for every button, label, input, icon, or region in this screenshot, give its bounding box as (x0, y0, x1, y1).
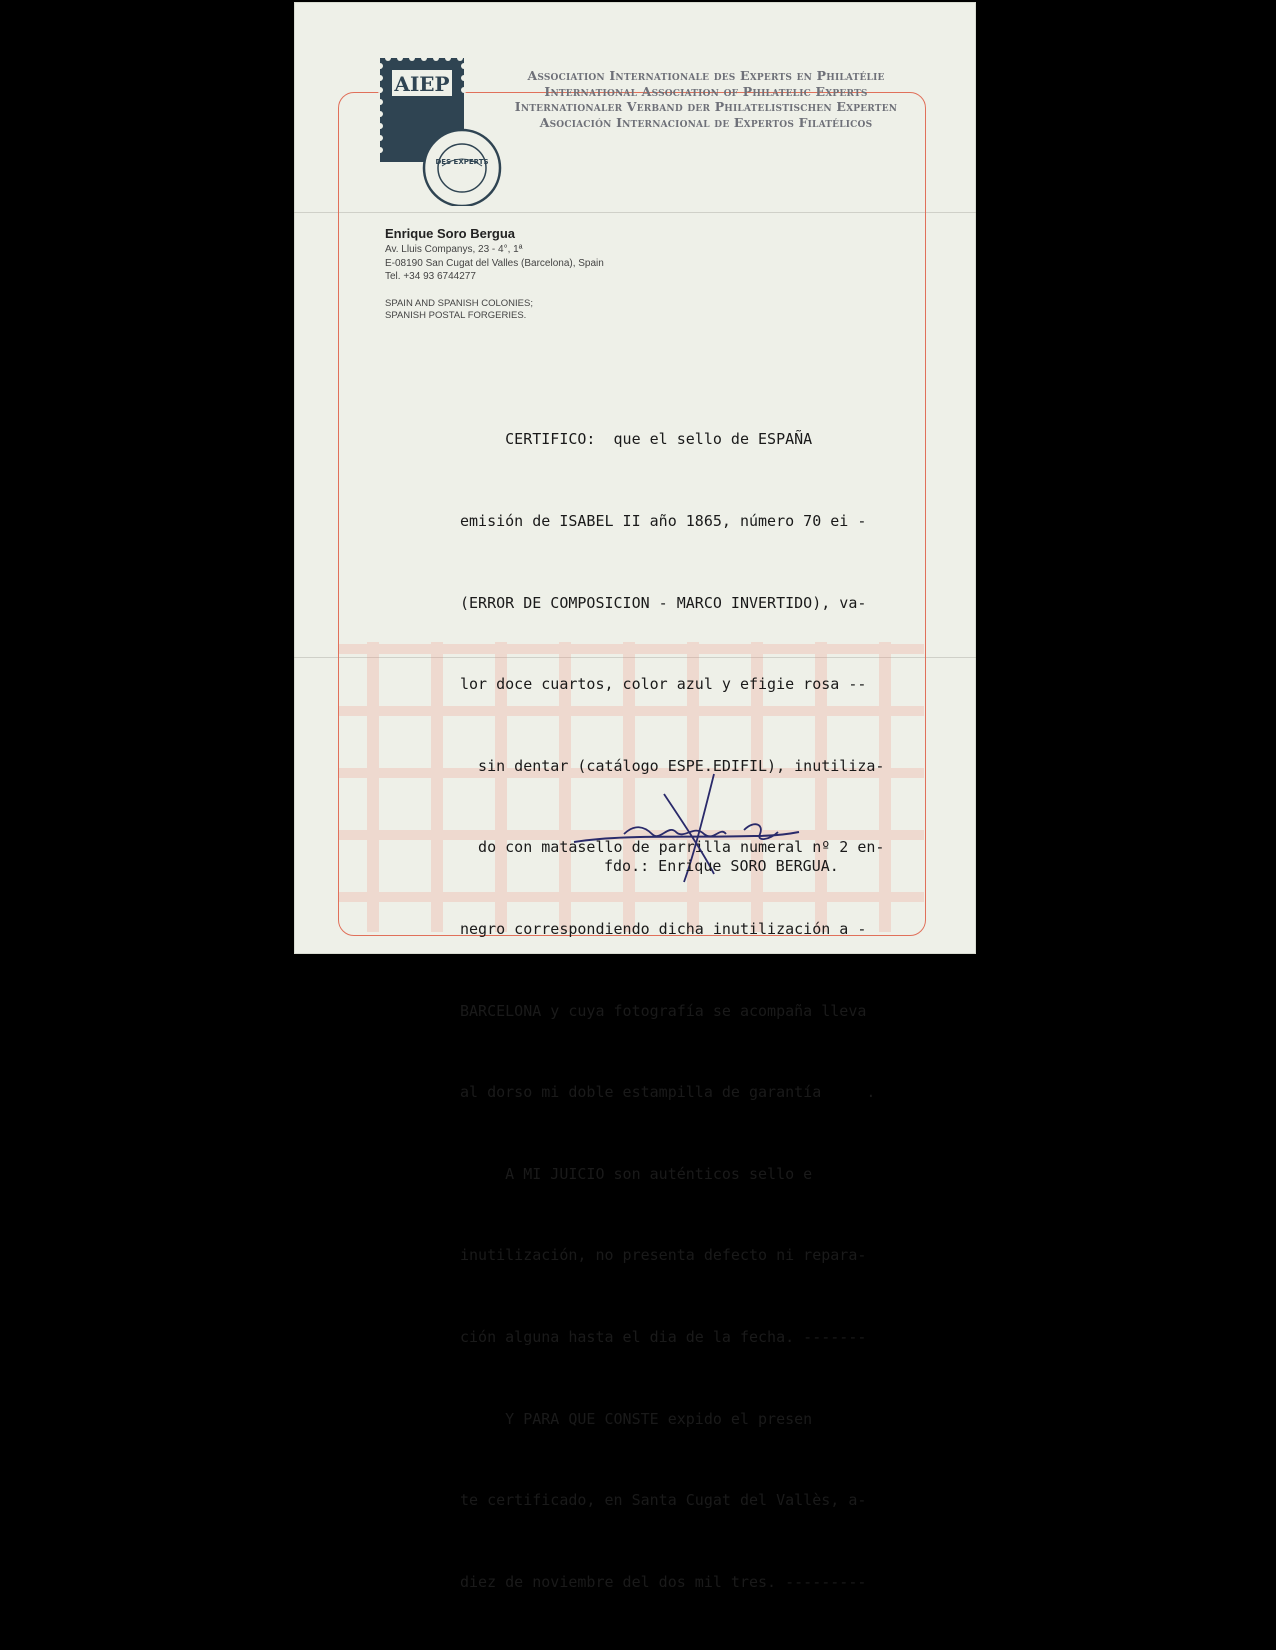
specialty-line: SPAIN AND SPANISH COLONIES; (385, 298, 533, 309)
association-name-de: Internationaler Verband der Philatelistischen Experten (514, 99, 898, 114)
certificate-line: emisión de ISABEL II año 1865, número 70 ei - (460, 512, 867, 530)
certificate-line: BARCELONA y cuya fotografía se acompaña lleva (460, 1001, 867, 1020)
certificate-line: A MI JUICIO son auténticos sello e (460, 1164, 813, 1183)
certificate-line: CERTIFICO: que el sello de ESPAÑA (460, 430, 813, 449)
sender-specialty (385, 298, 533, 322)
sender-phone: Tel. +34 93 6744277 (385, 271, 476, 282)
specialty-line: SPANISH POSTAL FORGERIES. (385, 310, 527, 321)
association-name-fr: Association Internationale des Experts en Philatélie (527, 68, 885, 83)
association-name-en: International Association of Philatelic Experts (544, 83, 868, 99)
certificate-text (460, 372, 892, 1650)
certificate-line: lor doce cuartos, color azul y efigie rosa -- (460, 675, 867, 694)
svg-text:DES EXPERTS: DES EXPERTS (435, 158, 489, 166)
association-name-es: Asociación Internacional de Expertos Filatélicos (539, 114, 873, 130)
certificate-line: inutilización, no presenta defecto ni repara- (460, 1246, 867, 1265)
certificate-line: ción alguna hasta el dia de la fecha. ------- (460, 1327, 867, 1346)
certificate-line: do con matasello de parrilla numeral nº 2 en- (460, 838, 885, 857)
certificate-line: al dorso mi doble estampilla de garantía . (460, 1083, 876, 1102)
signed-by: fdo.: Enrique SORO BERGUA. (604, 857, 839, 875)
certificate-line: (ERROR DE COMPOSICION - MARCO INVERTIDO), va- (460, 593, 867, 612)
certificate-line: negro correspondiendo dicha inutilización a - (460, 919, 867, 938)
certificate-line: te certificado, en Santa Cugat del Vallès, a- (460, 1491, 867, 1510)
association-names (490, 68, 922, 130)
sender-block (385, 226, 604, 284)
svg-text:AIEP: AIEP (394, 72, 450, 96)
sender-address-1: Av. Lluis Companys, 23 - 4°, 1ª (385, 244, 523, 255)
certificate-page (294, 2, 976, 1591)
sender-address-2: E-08190 San Cugat del Valles (Barcelona), Spain (385, 257, 604, 269)
certificate-line: diez de noviembre del dos mil tres. --------- (460, 1572, 867, 1591)
certificate-line: sin dentar (catálogo ESPE.EDIFIL), inutiliza- (460, 756, 885, 775)
sender-name: Enrique Soro Bergua (385, 226, 516, 241)
aiep-logo (378, 56, 508, 206)
certificate-line: Y PARA QUE CONSTE expido el presen (460, 1409, 813, 1428)
